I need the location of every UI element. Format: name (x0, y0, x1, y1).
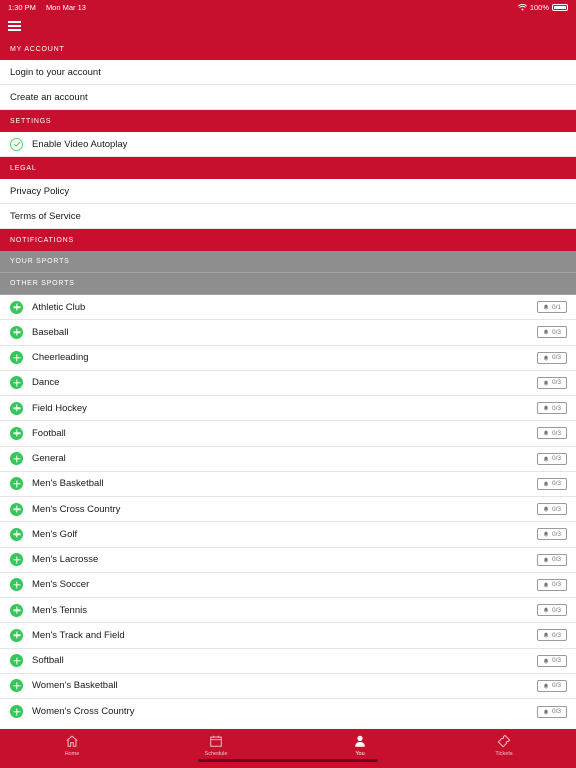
video-autoplay-row[interactable] (0, 132, 576, 157)
sport-row[interactable] (0, 649, 576, 674)
tab-you[interactable] (288, 729, 432, 768)
notification-count: 0/3 (551, 455, 562, 463)
bell-icon (543, 632, 549, 638)
sport-row[interactable] (0, 497, 576, 522)
notification-count-badge[interactable] (537, 706, 567, 718)
sport-name: Men's Lacrosse (32, 554, 99, 566)
notification-count: 0/3 (551, 631, 562, 639)
notification-count: 0/3 (551, 606, 562, 614)
terms-of-service-row[interactable]: Terms of Service (0, 204, 576, 229)
autoplay-label: Enable Video Autoplay (32, 138, 128, 150)
sport-row[interactable] (0, 421, 576, 446)
notification-count: 0/3 (551, 505, 562, 513)
tab-bar (0, 729, 576, 768)
tab-you-label: You (355, 751, 365, 757)
notification-count-badge[interactable] (537, 427, 567, 439)
tab-tickets-label: Tickets (495, 751, 513, 757)
sport-row[interactable] (0, 396, 576, 421)
sport-name: General (32, 453, 66, 465)
nav-bar (0, 14, 576, 38)
notification-count: 0/3 (551, 556, 562, 564)
tab-home[interactable] (0, 729, 144, 768)
sport-row[interactable] (0, 371, 576, 396)
sport-name: Women's Basketball (32, 680, 118, 692)
notification-count: 0/3 (551, 708, 562, 716)
add-circle-icon[interactable] (10, 301, 23, 314)
bell-icon (543, 481, 549, 487)
bell-icon (543, 531, 549, 537)
menu-icon[interactable] (8, 21, 21, 31)
add-circle-icon[interactable] (10, 679, 23, 692)
notification-count: 0/3 (551, 480, 562, 488)
notification-count-badge[interactable] (537, 554, 567, 566)
notification-count: 0/3 (551, 379, 562, 387)
add-circle-icon[interactable] (10, 351, 23, 364)
tab-schedule-label: Schedule (204, 751, 228, 757)
sport-name: Athletic Club (32, 301, 86, 313)
home-indicator (198, 759, 378, 762)
section-header-notifications: NOTIFICATIONS (0, 229, 576, 251)
notification-count-badge[interactable] (537, 326, 567, 338)
bell-icon (543, 456, 549, 462)
sports-list (0, 295, 576, 724)
sport-name: Dance (32, 377, 60, 389)
add-circle-icon[interactable] (10, 452, 23, 465)
checkmark-icon[interactable] (10, 138, 23, 151)
bell-icon (543, 709, 549, 715)
notification-count-badge[interactable] (537, 629, 567, 641)
bell-icon (543, 304, 549, 310)
ticket-icon (497, 734, 511, 748)
sport-row[interactable] (0, 522, 576, 547)
section-header-your-sports: YOUR SPORTS (0, 251, 576, 273)
sport-row[interactable] (0, 598, 576, 623)
bell-icon (543, 329, 549, 335)
notification-count: 0/3 (551, 328, 562, 336)
status-time: 1:30 PM (8, 2, 36, 12)
sport-name: Baseball (32, 326, 69, 338)
status-bar (0, 0, 576, 14)
notification-count-badge[interactable] (537, 377, 567, 389)
sport-row[interactable] (0, 548, 576, 573)
section-header-other-sports: OTHER SPORTS (0, 273, 576, 295)
sport-name: Men's Track and Field (32, 629, 125, 641)
notification-count-badge[interactable] (537, 655, 567, 667)
section-header-legal: LEGAL (0, 157, 576, 179)
sport-row[interactable] (0, 295, 576, 320)
add-circle-icon[interactable] (10, 376, 23, 389)
add-circle-icon[interactable] (10, 402, 23, 415)
add-circle-icon[interactable] (10, 503, 23, 516)
add-circle-icon[interactable] (10, 604, 23, 617)
wifi-icon (518, 4, 527, 11)
settings-list (0, 38, 576, 724)
home-icon (65, 734, 79, 748)
add-circle-icon[interactable] (10, 654, 23, 667)
notification-count: 0/3 (551, 429, 562, 437)
section-header-settings: SETTINGS (0, 110, 576, 132)
sport-name: Men's Basketball (32, 478, 104, 490)
bell-icon (543, 658, 549, 664)
sport-row[interactable] (0, 346, 576, 371)
bell-icon (543, 607, 549, 613)
bell-icon (543, 557, 549, 563)
notification-count-badge[interactable] (537, 503, 567, 515)
add-circle-icon[interactable] (10, 528, 23, 541)
sport-name: Football (32, 427, 66, 439)
add-circle-icon[interactable] (10, 629, 23, 642)
bell-icon (543, 355, 549, 361)
add-circle-icon[interactable] (10, 578, 23, 591)
sport-row[interactable] (0, 320, 576, 345)
sport-name: Women's Cross Country (32, 706, 135, 718)
sport-name: Men's Golf (32, 528, 78, 540)
bell-icon (543, 430, 549, 436)
notification-count: 0/3 (551, 404, 562, 412)
notification-count: 0/3 (551, 657, 562, 665)
bell-icon (543, 405, 549, 411)
status-date: Mon Mar 13 (45, 2, 86, 12)
bell-icon (543, 683, 549, 689)
sport-row[interactable] (0, 573, 576, 598)
add-circle-icon[interactable] (10, 705, 23, 718)
person-icon (353, 734, 367, 748)
tab-schedule[interactable] (144, 729, 288, 768)
sport-name: Men's Soccer (32, 579, 90, 591)
notification-count-badge[interactable] (537, 604, 567, 616)
sport-row[interactable] (0, 472, 576, 497)
notification-count: 0/3 (551, 354, 562, 362)
tab-home-label: Home (64, 751, 80, 757)
notification-count: 0/3 (551, 530, 562, 538)
notification-count-badge[interactable] (537, 579, 567, 591)
add-circle-icon[interactable] (10, 553, 23, 566)
sport-name: Men's Tennis (32, 604, 87, 616)
sport-name: Field Hockey (32, 402, 87, 414)
tab-tickets[interactable] (432, 729, 576, 768)
login-row[interactable]: Login to your account (0, 60, 576, 85)
notification-count-badge[interactable] (537, 453, 567, 465)
notification-count: 0/3 (551, 581, 562, 589)
sport-name: Softball (32, 655, 64, 667)
battery-icon (552, 4, 568, 11)
sport-name: Cheerleading (32, 352, 89, 364)
bell-icon (543, 506, 549, 512)
notification-count-badge[interactable] (537, 352, 567, 364)
notification-count: 0/1 (551, 303, 562, 311)
bell-icon (543, 582, 549, 588)
sport-row[interactable] (0, 623, 576, 648)
privacy-policy-row[interactable]: Privacy Policy (0, 179, 576, 204)
add-circle-icon[interactable] (10, 477, 23, 490)
notification-count: 0/3 (551, 682, 562, 690)
calendar-icon (209, 734, 223, 748)
add-circle-icon[interactable] (10, 427, 23, 440)
bell-icon (543, 380, 549, 386)
section-header-account: MY ACCOUNT (0, 38, 576, 60)
add-circle-icon[interactable] (10, 326, 23, 339)
notification-count-badge[interactable] (537, 680, 567, 692)
sport-row[interactable] (0, 447, 576, 472)
create-account-row[interactable]: Create an account (0, 85, 576, 110)
sport-row[interactable] (0, 699, 576, 724)
sport-name: Men's Cross Country (32, 503, 121, 515)
notification-count-badge[interactable] (537, 478, 567, 490)
battery-percent: 100% (529, 2, 549, 12)
notification-count-badge[interactable] (537, 301, 567, 313)
sport-row[interactable] (0, 674, 576, 699)
notification-count-badge[interactable] (537, 402, 567, 414)
notification-count-badge[interactable] (537, 528, 567, 540)
